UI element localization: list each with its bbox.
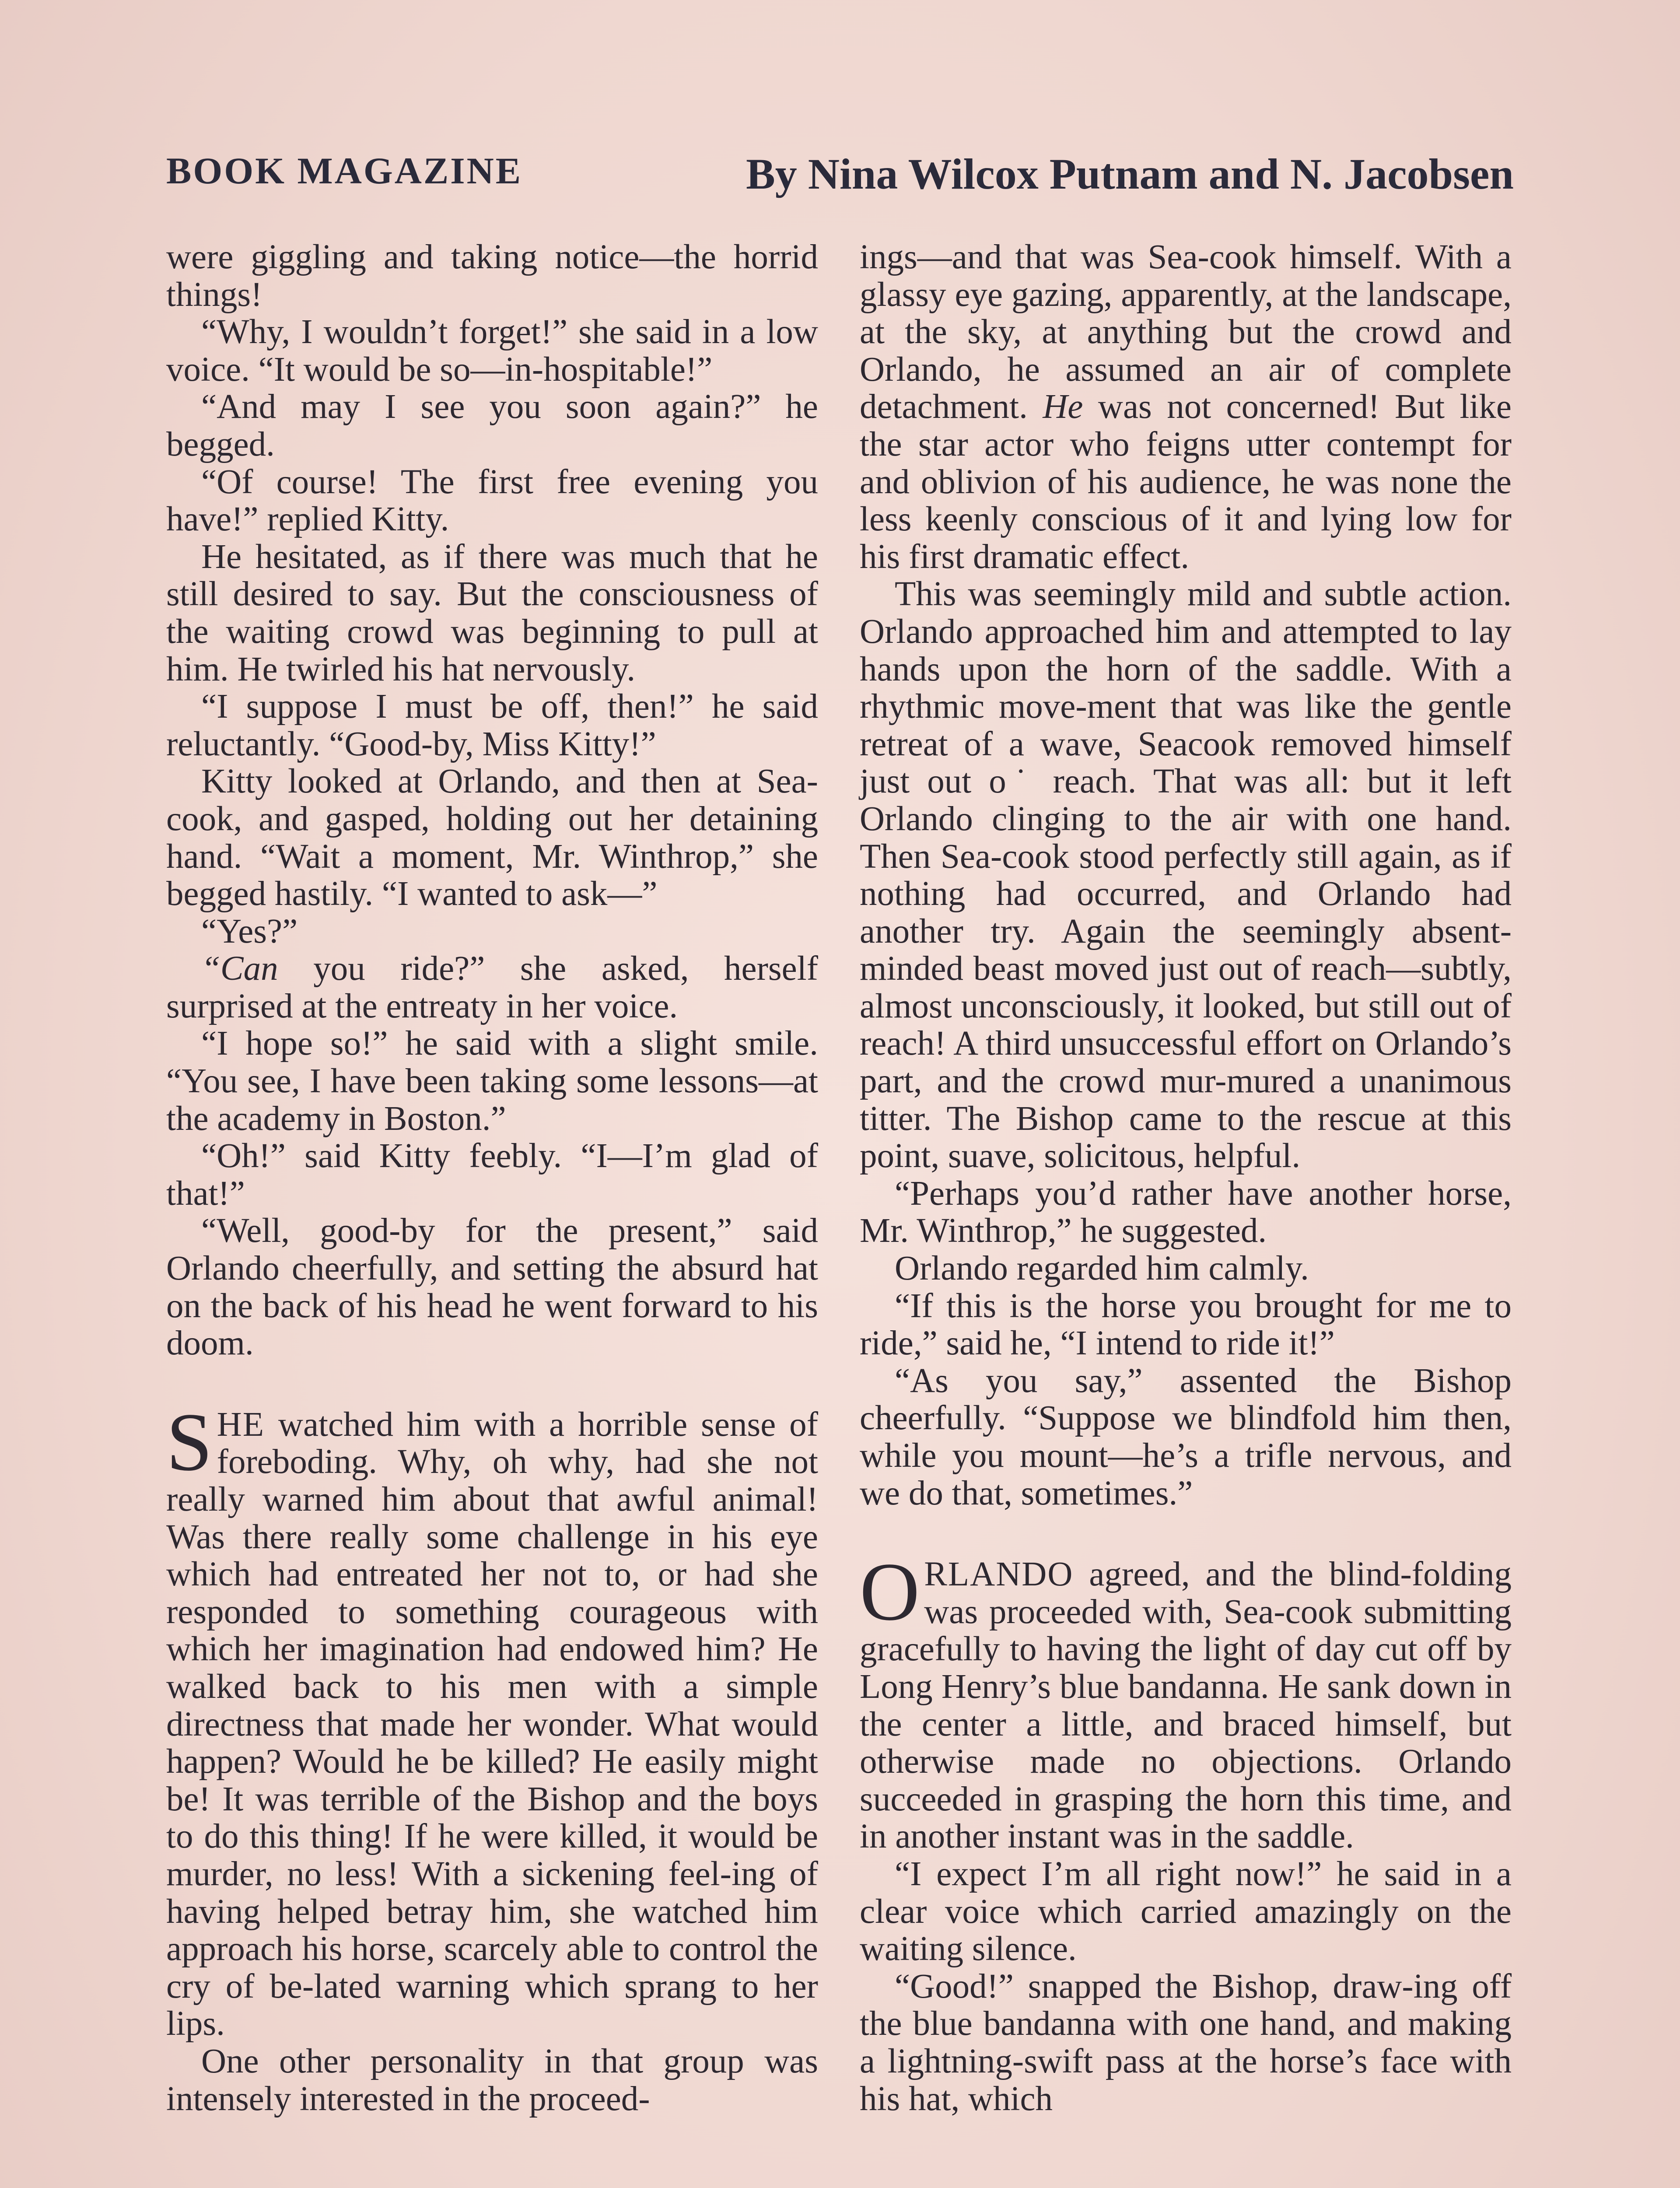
- paragraph: “Yes?”: [201, 912, 298, 950]
- paragraph: “Oh!” said Kitty feebly. “I—I’m glad of that!”: [166, 1137, 818, 1213]
- paragraph-text: you ride?” she asked, herself surprised at the entreaty in her voice.: [166, 950, 818, 1025]
- paragraph: “As you say,” assented the Bishop cheerfully. “Suppose we blindfold him then, while you mount—he’s a trifle nervous, and we do that, sometimes.”: [860, 1361, 1512, 1512]
- paragraph: “If this is the horse you brought for me to ride,” said he, “I intend to ride it!”: [860, 1287, 1512, 1363]
- right-column: [860, 238, 1512, 2118]
- paragraph: [860, 238, 1512, 575]
- paragraph: “I suppose I must be off, then!” he said reluctantly. “Good-by, Miss Kitty!”: [166, 687, 818, 763]
- paragraph-dropcap: [166, 1396, 818, 2043]
- paragraph: “Well, good-by for the present,” said Orlando cheerfully, and setting the absurd hat on the back of his head he went forward to his doom.: [166, 1212, 818, 1363]
- emphasis: “Can: [201, 950, 278, 988]
- small-caps-lead: RLANDO: [924, 1555, 1074, 1594]
- paragraph: “Why, I wouldn’t forget!” she said in a low voice. “It would be so—in-hospitable!”: [166, 313, 818, 389]
- paragraph: “And may I see you soon again?” he begged.: [166, 388, 818, 463]
- drop-cap: S: [166, 1396, 213, 1488]
- emphasis: He: [1043, 388, 1083, 426]
- author-byline: By Nina Wilcox Putnam and N. Jacobsen: [746, 150, 1514, 198]
- paragraph-dropcap: [860, 1546, 1512, 1856]
- drop-cap: O: [860, 1546, 920, 1638]
- magazine-title: BOOK MAGAZINE: [166, 150, 523, 192]
- paragraph-text: ings—and that was Sea-cook himself. With a glassy eye gazing, apparently, at the landscape, at the sky, at anything but the crowd and Orlando, he assumed an air of complete detachment.: [860, 238, 1512, 426]
- small-caps-lead: HE: [217, 1405, 265, 1444]
- paragraph: He hesitated, as if there was much that he still desired to say. But the consciousness of the waiting crowd was beginning to pull at him. He twirled his hat nervously.: [166, 537, 818, 688]
- paragraph: This was seemingly mild and subtle action. Orlando approached him and attempted to lay hands upon the horn of the saddle. With a rhythmic move-ment that was like the gentle retreat of a wave, Seacook removed himself just out o˙ reach. That was all: but it left Orlando clinging to the air with one hand. Then Sea-cook stood perfectly still again, as if nothing had occurred, and Orlando had another try. Again the seemingly absent-minded beast moved just out of reach—subtly, almost unconsciously, it looked, but still out of reach! A third unsuccessful effort on Orlando’s part, and the crowd mur-mured a unanimous titter. The Bishop came to the rescue at this point, suave, solicitous, helpful.: [860, 575, 1512, 1175]
- paragraph: Kitty looked at Orlando, and then at Sea-cook, and gasped, holding out her detaining hand. “Wait a moment, Mr. Winthrop,” she begged hastily. “I wanted to ask—”: [166, 762, 818, 913]
- paragraph-text: agreed, and the blind-folding was proceeded with, Sea-cook submitting gracefully to having the light of day cut off by Long Henry’s blue bandanna. He sank down in the center a little, and braced himself, but otherwise made no objections. Orlando succeeded in grasping the horn this time, and in another instant was in the saddle.: [860, 1555, 1512, 1856]
- paragraph: “Of course! The first free evening you have!” replied Kitty.: [166, 463, 818, 539]
- paragraph: “I hope so!” he said with a slight smile. “You see, I have been taking some lessons—at the academy in Boston.”: [166, 1024, 818, 1138]
- paragraph: Orlando regarded him calmly.: [895, 1249, 1309, 1288]
- paragraph: [166, 950, 818, 1025]
- paragraph: “I expect I’m all right now!” he said in a clear voice which carried amazingly on the waiting silence.: [860, 1855, 1512, 1968]
- paragraph: “Perhaps you’d rather have another horse, Mr. Winthrop,” he suggested.: [860, 1174, 1512, 1250]
- left-column: [166, 238, 818, 2118]
- paragraph-text: was not concerned! But like the star actor who feigns utter contempt for and oblivion of his audience, he was none the less keenly conscious of it and lying low for his first dramatic effect.: [860, 388, 1512, 576]
- paragraph: were giggling and taking notice—the horrid things!: [166, 238, 818, 314]
- paragraph: “Good!” snapped the Bishop, draw-ing off the blue bandanna with one hand, and making a lightning-swift pass at the horse’s face with his hat, which: [860, 1967, 1512, 2118]
- paragraph-text: watched him with a horrible sense of foreboding. Why, oh why, had she not really warned him about that awful animal! Was there really some challenge in his eye which had entreated her not to, or had she responded to something courageous with which her imagination had endowed him? He walked back to his men with a simple directness that made her wonder. What would happen? Would he be killed? He easily might be! It was terrible of the Bishop and the boys to do this thing! If he were killed, it would be murder, no less! With a sickening feel-ing of having helped betray him, she watched him approach his horse, scarcely able to control the cry of be-lated warning which sprang to her lips.: [166, 1405, 818, 2043]
- paragraph: One other personality in that group was intensely interested in the proceed-: [166, 2042, 818, 2118]
